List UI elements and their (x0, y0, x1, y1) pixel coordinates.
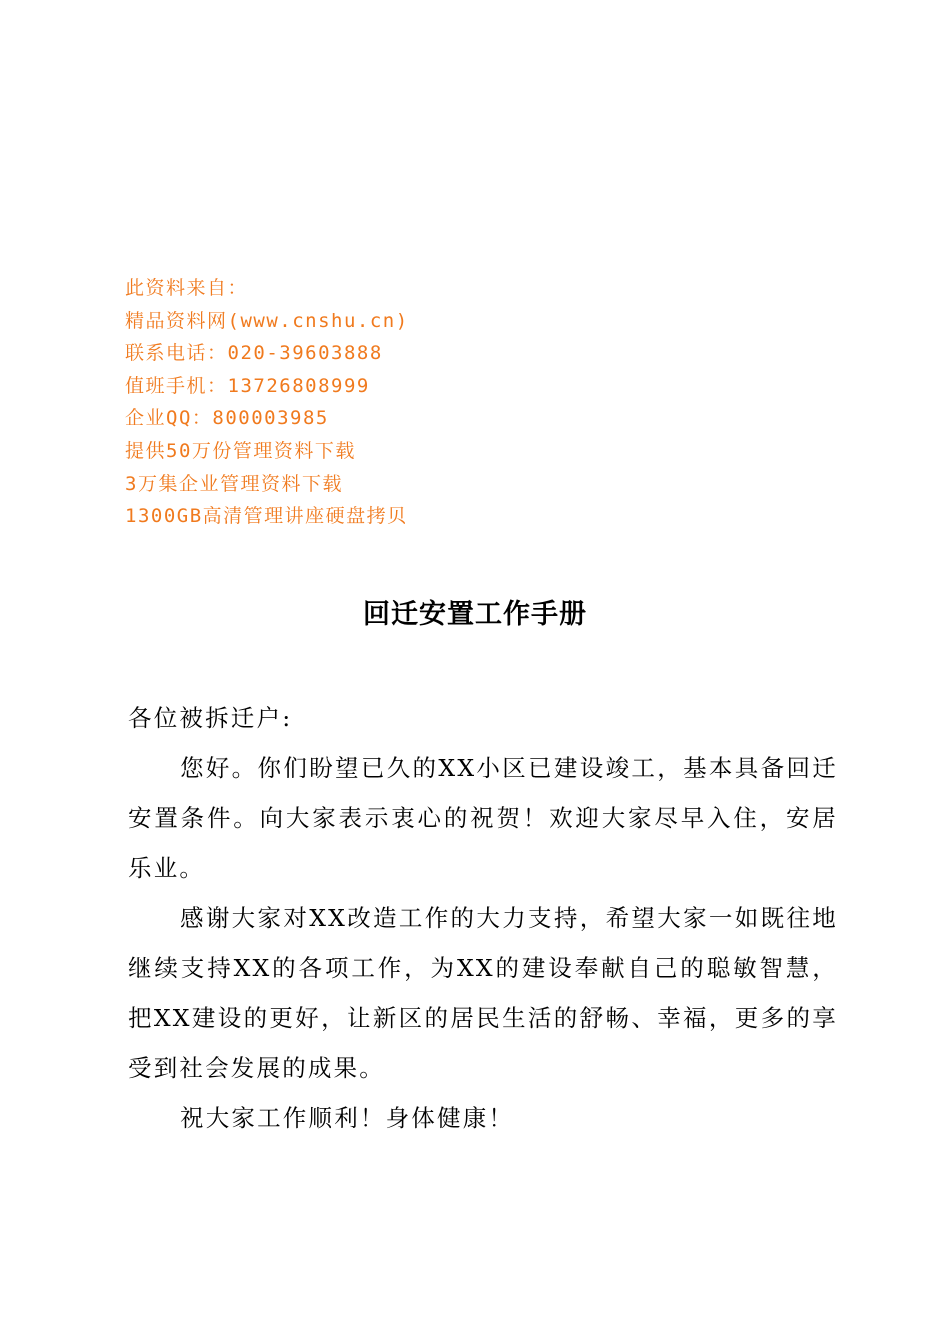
body-paragraph: 您好。你们盼望已久的XX小区已建设竣工，基本具备回迁安置条件。向大家表示衷心的祝贺！欢迎大家尽早入住，安居乐业。 (128, 754, 838, 882)
promo-mobile-line: 值班手机：13726808999 (125, 374, 370, 397)
closing-wish: 祝大家工作顺利！身体健康！ (180, 1104, 515, 1132)
promo-website-line: 精品资料网(www.cnshu.cn) (125, 309, 409, 332)
promo-phone-line: 联系电话：020-39603888 (125, 342, 383, 365)
salutation: 各位被拆迁户: (128, 704, 293, 732)
body-paragraph: 感谢大家对XX改造工作的大力支持，希望大家一如既往地继续支持XX的各项工作，为XX的建设奉献自己的聪敏智慧，把XX建设的更好，让新区的居民生活的舒畅、幸福，更多的享受到社会发展的成果。 (128, 904, 838, 1082)
promo-block (125, 272, 725, 533)
document-title: 回迁安置工作手册 (363, 599, 587, 630)
promo-offer-line: 提供50万份管理资料下载 (125, 439, 356, 462)
promo-offer-line: 3万集企业管理资料下载 (125, 472, 343, 495)
document-body (128, 693, 838, 1143)
promo-offer-line: 1300GB高清管理讲座硬盘拷贝 (125, 505, 408, 528)
promo-source-line: 此资料来自： (125, 277, 249, 299)
promo-qq-line: 企业QQ：800003985 (125, 407, 329, 430)
